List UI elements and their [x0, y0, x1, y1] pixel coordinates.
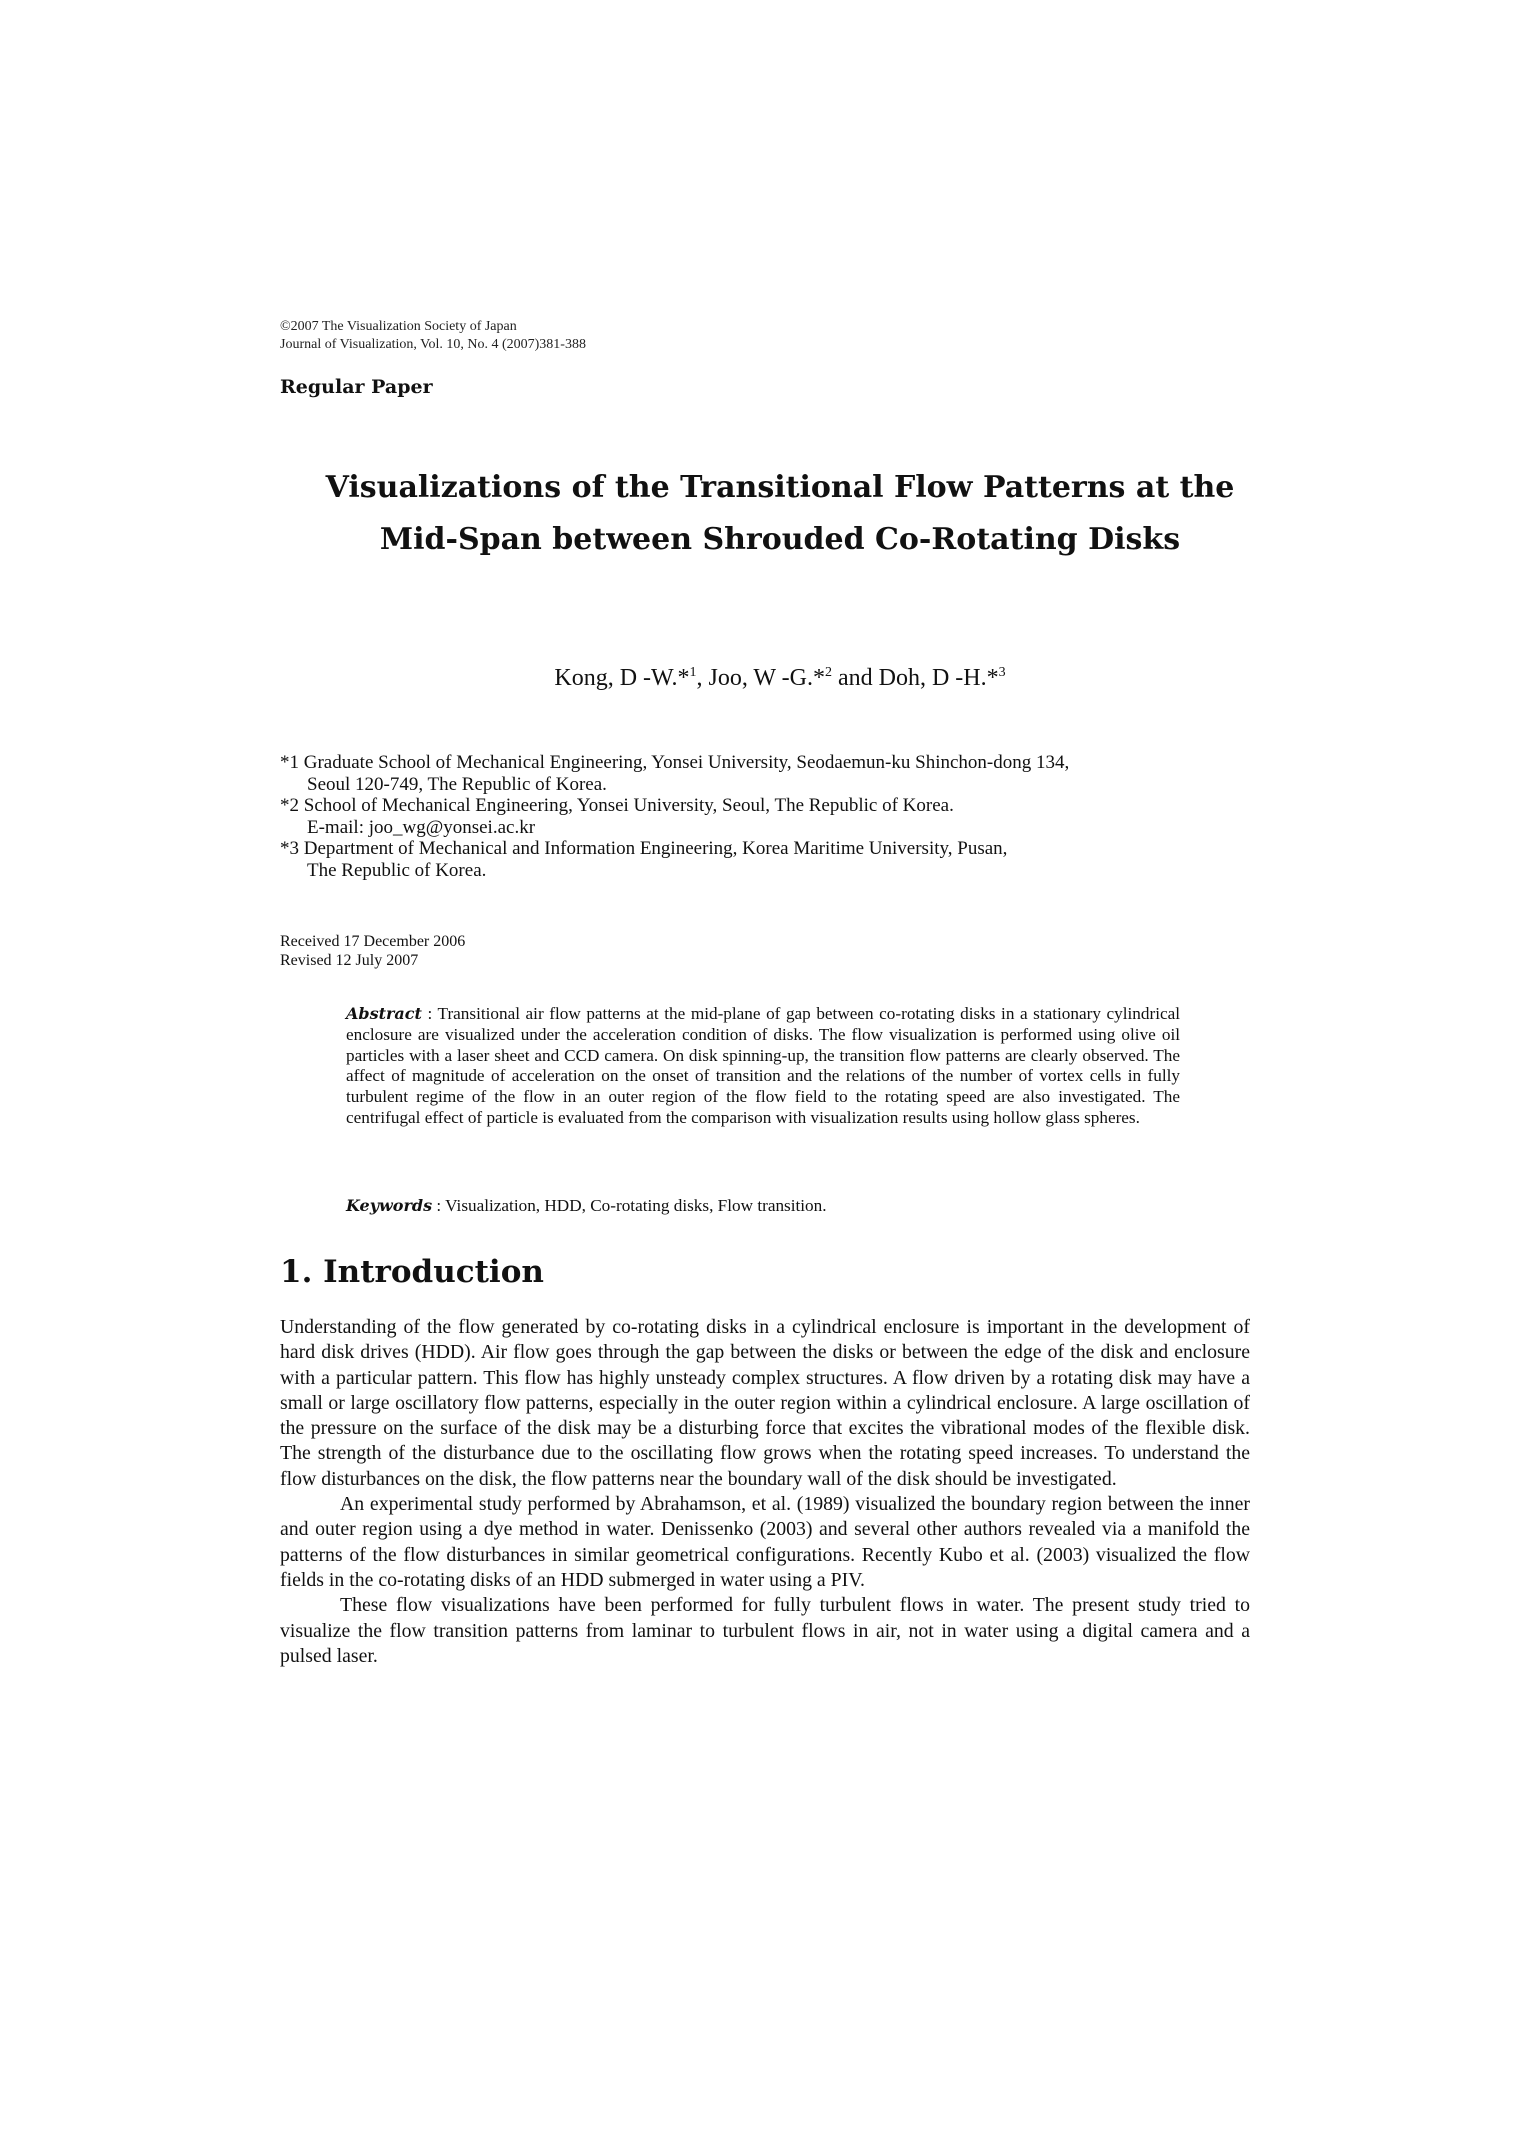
affiliation-2: *2 School of Mechanical Engineering, Yonsei University, Seoul, The Republic of Korea.: [280, 795, 954, 816]
received-date: Received 17 December 2006: [280, 933, 466, 950]
abstract: [346, 1004, 1180, 1129]
dates: [280, 932, 465, 970]
keywords-label: Keywords: [346, 1196, 433, 1215]
affiliation-3: *3 Department of Mechanical and Information Engineering, Korea Maritime University, Pusan,: [280, 838, 1008, 859]
intro-paragraph-1: Understanding of the flow generated by co-rotating disks in a cylindrical enclosure is important in the development of hard disk drives (HDD). Air flow goes through the gap between the disks or between the edge of the disk and enclosure with a particular pattern. This flow has highly unsteady complex structures. A flow driven by a rotating disk may have a small or large oscillatory flow patterns, especially in the outer region within a cylindrical enclosure. A large oscillation of the pressure on the surface of the disk may be a disturbing force that excites the vibrational modes of the flexible disk. The strength of the disturbance due to the oscillating flow grows when the rotating speed increases. To understand the flow disturbances on the disk, the flow patterns near the boundary wall of the disk should be investigated.: [280, 1316, 1250, 1490]
journal-header: [280, 318, 586, 354]
author-3: and Doh, D -H.*: [831, 665, 999, 691]
paper-type: Regular Paper: [280, 376, 433, 398]
affiliation-1: *1 Graduate School of Mechanical Engineering, Yonsei University, Seodaemun-ku Shinchon-dong 134,: [280, 752, 1070, 773]
abstract-text: Transitional air flow patterns at the mid-plane of gap between co-rotating disks in a stationary cylindrical enclosure are visualized under the acceleration condition of disks. The flow visualization is performed using olive oil particles with a laser sheet and CCD camera. On disk spinning-up, the transition flow patterns are clearly observed. The affect of magnitude of acceleration on the onset of transition and the relations of the number of vortex cells in fully turbulent regime of the flow in an outer region of the flow field to the rotating speed are also investigated. The centrifugal effect of particle is evaluated from the comparison with visualization results using hollow glass spheres.: [346, 1004, 1180, 1127]
keywords-text: Visualization, HDD, Co-rotating disks, Flow transition.: [445, 1196, 827, 1215]
author-1: Kong, D -W.*: [554, 665, 690, 691]
copyright-line: ©2007 The Visualization Society of Japan: [280, 319, 517, 334]
author-1-mark: 1: [689, 665, 697, 680]
abstract-sep: :: [421, 1004, 438, 1023]
email-line: E-mail: joo_wg@yonsei.ac.kr: [307, 816, 536, 838]
affiliation-1-cont: Seoul 120-749, The Republic of Korea.: [307, 773, 607, 795]
author-2: , Joo, W -G.*: [696, 665, 825, 691]
intro-paragraph-3: These flow visualizations have been performed for fully turbulent flows in water. The present study tried to visualize the flow transition patterns from laminar to turbulent flows in air, not in water using a digital camera and a pulsed laser.: [280, 1594, 1250, 1667]
intro-paragraph-2: An experimental study performed by Abrahamson, et al. (1989) visualized the boundary region between the inner and outer region using a dye method in water. Denissenko (2003) and several other authors revealed via a manifold the patterns of the flow disturbances in similar geometrical configurations. Recently Kubo et al. (2003) visualized the flow fields in the co-rotating disks of an HDD submerged in water using a PIV.: [280, 1493, 1250, 1591]
abstract-label: Abstract: [346, 1004, 422, 1023]
introduction-body: [280, 1315, 1250, 1669]
author-3-mark: 3: [998, 665, 1006, 680]
author-list: [280, 665, 1280, 692]
affiliations: [280, 752, 1280, 881]
title-line-2: Mid-Span between Shrouded Co-Rotating Disks: [379, 522, 1181, 557]
keywords: [346, 1196, 1180, 1216]
affiliation-3-cont: The Republic of Korea.: [307, 859, 487, 881]
keywords-sep: :: [432, 1196, 446, 1215]
author-2-mark: 2: [824, 665, 832, 680]
journal-citation: Journal of Visualization, Vol. 10, No. 4 (2007)381-388: [280, 337, 586, 352]
title-line-1: Visualizations of the Transitional Flow Patterns at the: [325, 470, 1235, 505]
section-heading-introduction: 1. Introduction: [280, 1254, 544, 1290]
paper-title: [280, 462, 1280, 566]
revised-date: Revised 12 July 2007: [280, 952, 419, 969]
